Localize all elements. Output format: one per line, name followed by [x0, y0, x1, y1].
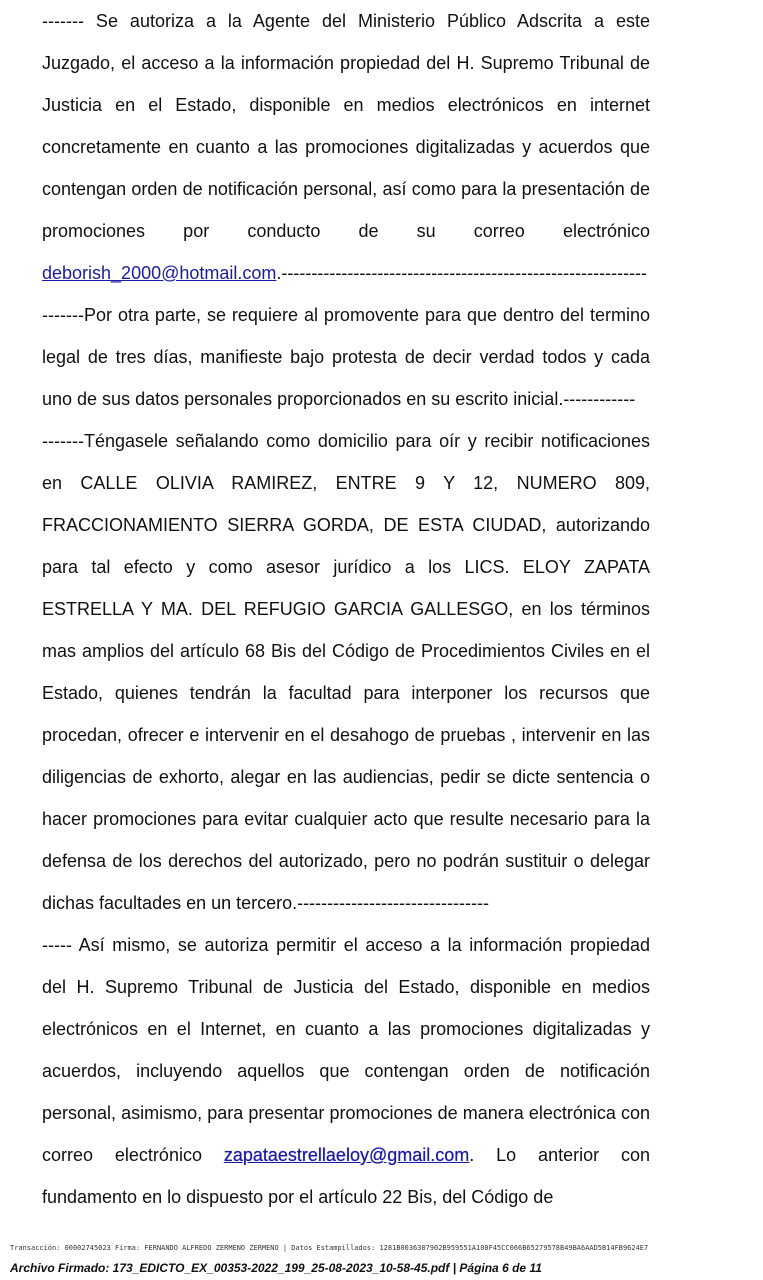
paragraph-domicile-and-advisors [42, 420, 650, 924]
paragraph-text: -------Téngasele señalando como domicilio para oír y recibir notificaciones en CALLE OLIVIA RAMIREZ, ENTRE 9 Y 12, NUMERO 809, FRACCIONAMIENTO SIERRA GORDA, DE ESTA CIUDAD, autorizando para tal efecto y como asesor jurídico a los LICS. ELOY ZAPATA ESTRELLA Y MA. DEL REFUGIO GARCIA GALLESGO, en los términos mas amplios del artículo 68 Bis del Código de Procedimientos Civiles en el Estado, quienes tendrán la facultad para interponer los recursos que procedan, ofrecer e intervenir en el desahogo de pruebas , intervenir en las diligencias de exhorto, alegar en las audiencias, pedir se dicte sentencia o hacer promociones para evitar cualquier acto que resulte necesario para la defensa de los derechos del autorizado, pero no podrán sustituir o delegar dichas facultades en un tercero.-------------------------------- [42, 431, 650, 913]
paragraph-text-tail: . Lo anterior con fundamento en lo dispuesto por el artículo 22 Bis, del Código de [42, 1145, 650, 1207]
paragraph-personal-data-request [42, 294, 650, 420]
paragraph-text: ------- Se autoriza a la Agente del Ministerio Público Adscrita a este Juzgado, el acceso a la información propiedad del H. Supremo Tribunal de Justicia en el Estado, disponible en medios electrónicos en internet concretamente en cuanto a las promociones digitalizadas y acuerdos que contengan orden de notificación personal, así como para la presentación de promociones por conducto de su correo electrónico [42, 11, 650, 241]
email-link-deborish[interactable]: deborish_2000@hotmail.com [42, 263, 277, 283]
email-link-zapataestrellaeloy[interactable]: zapataestrellaeloy@gmail.com [223, 1145, 470, 1165]
paragraph-text: -------Por otra parte, se requiere al promovente para que dentro del termino legal de tres días, manifieste bajo protesta de decir verdad todos y cada uno de sus datos personales proporcionados en su escrito inicial.------------ [42, 305, 650, 409]
paragraph-dashes: .------------------------------------------------------------- [276, 263, 648, 283]
paragraph-public-ministry-access [42, 0, 650, 294]
paragraph-text: ----- Así mismo, se autoriza permitir el acceso a la información propiedad del H. Supremo Tribunal de Justicia del Estado, disponible en medios electrónicos en el Internet, en cuanto a las promociones digitalizadas y acuerdos, incluyendo aquellos que contengan orden de notificación personal, asimismo, para presentar promociones de manera electrónica con correo electrónico [42, 935, 650, 1165]
document-body [42, 0, 650, 1218]
signed-file-footer: Archivo Firmado: 173_EDICTO_EX_00353-2022_199_25-08-2023_10-58-45.pdf | Página 6 de 11 [10, 1261, 542, 1275]
paragraph-electronic-access [42, 924, 650, 1218]
signature-transaction-line: Transacción: 00002745023 Firma: FERNANDO ALFREDO ZERMEÑO ZERMEÑO | Datos Estampillados: 1281B0036307902B959551A108F45CC066B65279578B49BA6AAD5B14FB9624E7 [10, 1244, 649, 1252]
